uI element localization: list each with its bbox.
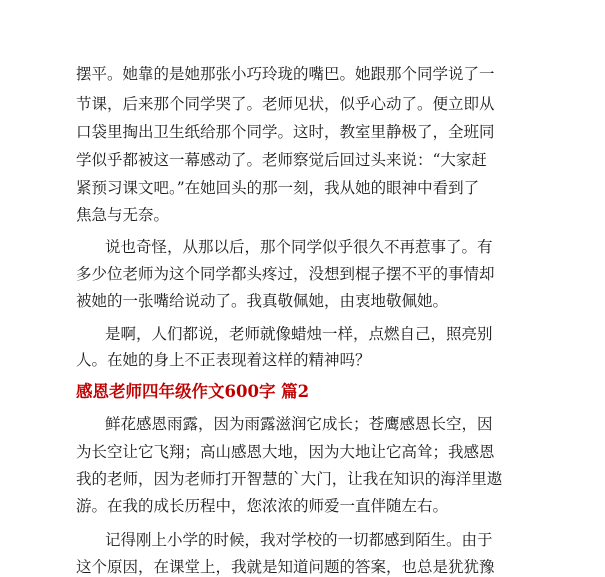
paragraph-line: 游。在我的成长历程中，您浓浓的师爱一直伴随左右。 [76, 497, 449, 515]
paragraph-line: 为长空让它飞翔；高山感恩大地，因为大地让它高耸；我感恩 [76, 443, 495, 461]
section-heading: 感恩老师四年级作文600字 篇2 [76, 382, 310, 401]
paragraph-line: 鲜花感恩雨露，因为雨露滋润它成长；苍鹰感恩长空，因 [105, 415, 493, 433]
paragraph-line: 这个原因，在课堂上，我就是知道问题的答案，也总是犹犹豫 [76, 558, 495, 576]
paragraph-line: 紧预习课文吧。”在她回头的那一刻，我从她的眼神中看到了 [76, 179, 480, 197]
paragraph-line: 摆平。她靠的是她那张小巧玲珑的嘴巴。她跟那个同学说了一 [76, 65, 495, 83]
paragraph-line: 我的老师，因为老师打开智慧的`大门，让我在知识的海洋里遨 [76, 470, 503, 488]
paragraph-line: 学似乎都被这一幕感动了。老师察觉后回过头来说：“大家赶 [76, 151, 487, 169]
paragraph-line: 人。在她的身上不正表现着这样的精神吗？ [76, 351, 371, 369]
paragraph-line: 是啊，人们都说，老师就像蜡烛一样，点燃自己，照亮别 [105, 325, 493, 343]
paragraph-line: 记得刚上小学的时候，我对学校的一切都感到陌生。由于 [105, 531, 493, 549]
paragraph-line: 口袋里掏出卫生纸给那个同学。这时，教室里静极了，全班同 [76, 123, 495, 141]
paragraph-line: 被她的一张嘴给说动了。我真敬佩她，由衷地敬佩她。 [76, 292, 449, 310]
paragraph-line: 节课，后来那个同学哭了。老师见状，似乎心动了。便立即从 [76, 95, 495, 113]
paragraph-line: 焦急与无奈。 [76, 206, 170, 224]
paragraph-line: 多少位老师为这个同学都头疼过，没想到棍子摆不平的事情却 [76, 265, 495, 283]
paragraph-line: 说也奇怪，从那以后，那个同学似乎很久不再惹事了。有 [105, 238, 493, 256]
